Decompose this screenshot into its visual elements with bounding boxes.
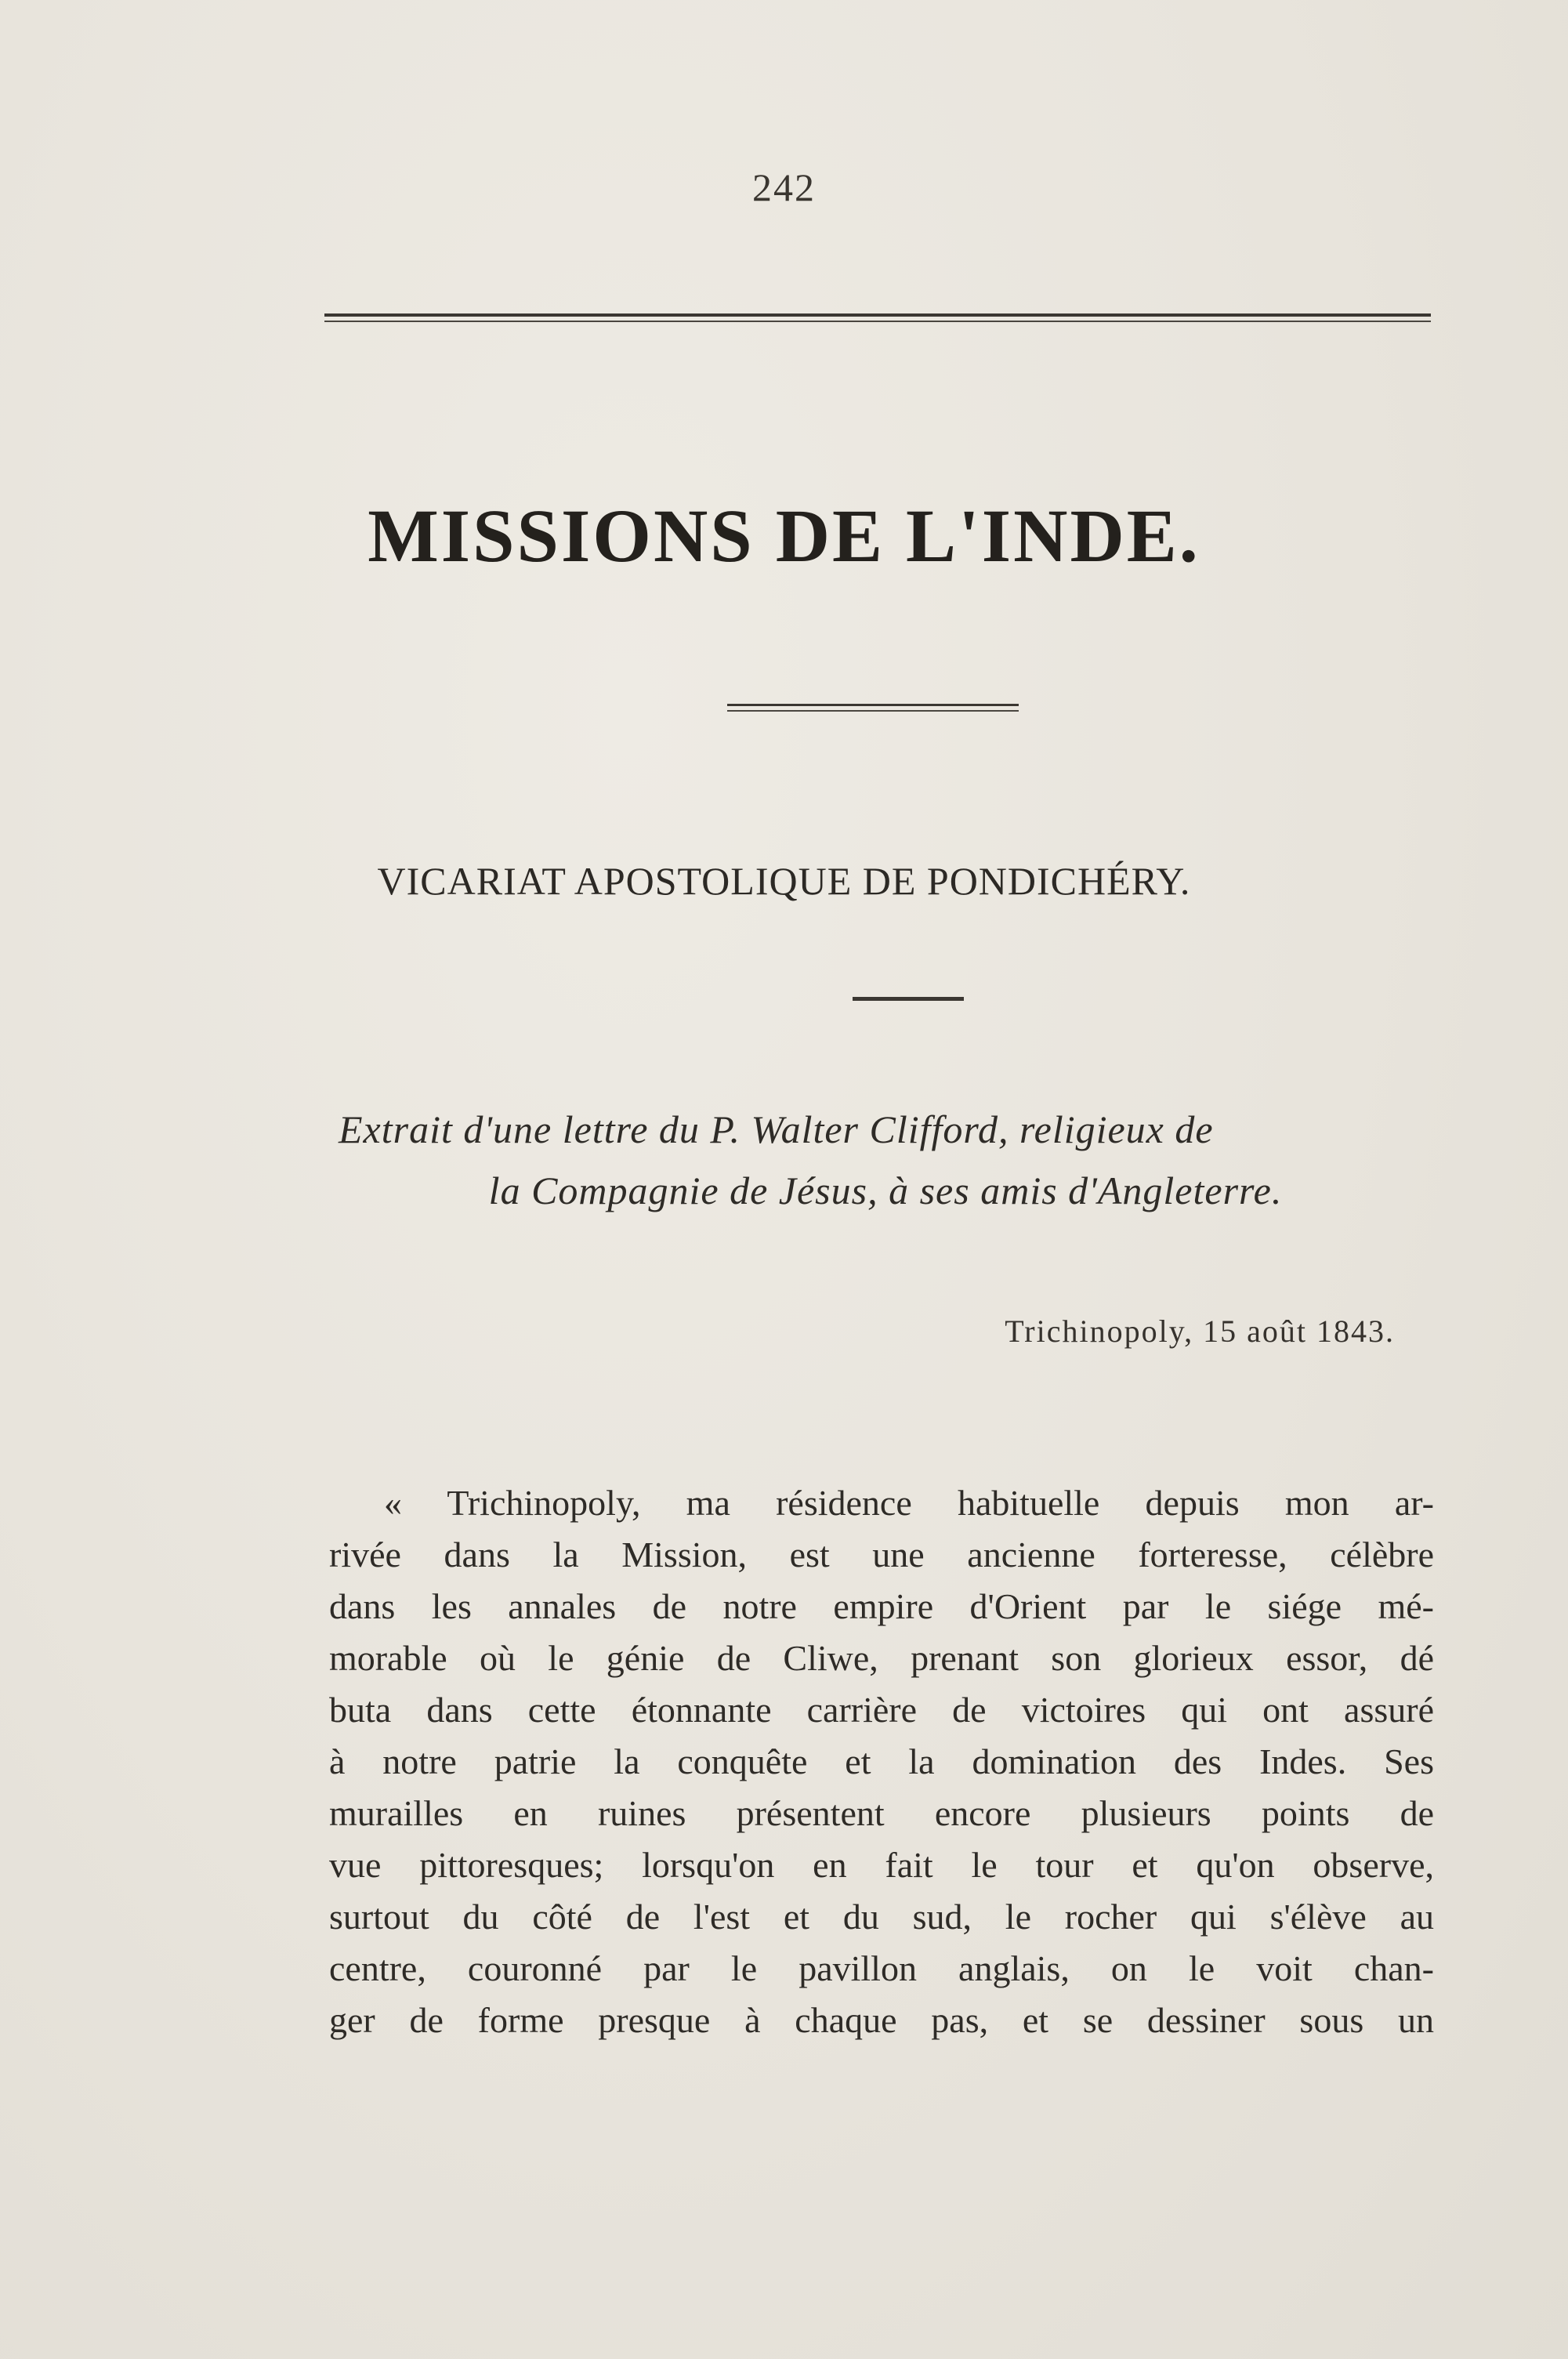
letter-extract-heading [329, 1099, 1442, 1221]
body-line: buta dans cette étonnante carrière de victoires qui ont assuré [329, 1690, 1434, 1730]
extract-line-2: la Compagnie de Jésus, à ses amis d'Angleterre. [488, 1169, 1283, 1212]
body-line: ger de forme presque à chaque pas, et se dessiner sous un [329, 2000, 1434, 2040]
body-line: « Trichinopoly, ma résidence habituelle depuis mon ar- [384, 1483, 1434, 1523]
divider-lower-line [727, 710, 1019, 712]
body-line: morable où le génie de Cliwe, prenant son glorieux essor, dé [329, 1638, 1434, 1678]
rule-thick-line [324, 313, 1431, 317]
section-title: MISSIONS DE L'INDE. [368, 494, 1200, 578]
rule-thin-line [324, 321, 1431, 322]
page-number: 242 [752, 165, 816, 209]
subtitle-divider [853, 997, 964, 1001]
body-paragraph [329, 1477, 1434, 2046]
body-line: à notre patrie la conquête et la domination des Indes. Ses [329, 1741, 1434, 1781]
body-line: surtout du côté de l'est et du sud, le rocher qui s'élève au [329, 1897, 1434, 1937]
body-line: vue pittoresques; lorsqu'on en fait le tour et qu'on observe, [329, 1845, 1434, 1885]
header-double-rule [324, 313, 1431, 324]
body-line: dans les annales de notre empire d'Orient par le siége mé- [329, 1586, 1434, 1626]
dateline: Trichinopoly, 15 août 1843. [1005, 1314, 1395, 1349]
extract-line-1: Extrait d'une lettre du P. Walter Clifford, religieux de [339, 1107, 1214, 1151]
body-line: rivée dans la Mission, est une ancienne forteresse, célèbre [329, 1535, 1434, 1574]
divider-upper-line [727, 704, 1019, 706]
title-divider [727, 704, 1019, 713]
subsection-title: VICARIAT APOSTOLIQUE DE PONDICHÉRY. [377, 859, 1191, 903]
body-line: centre, couronné par le pavillon anglais, on le voit chan- [329, 1948, 1434, 1988]
body-line: murailles en ruines présentent encore plusieurs points de [329, 1793, 1434, 1833]
